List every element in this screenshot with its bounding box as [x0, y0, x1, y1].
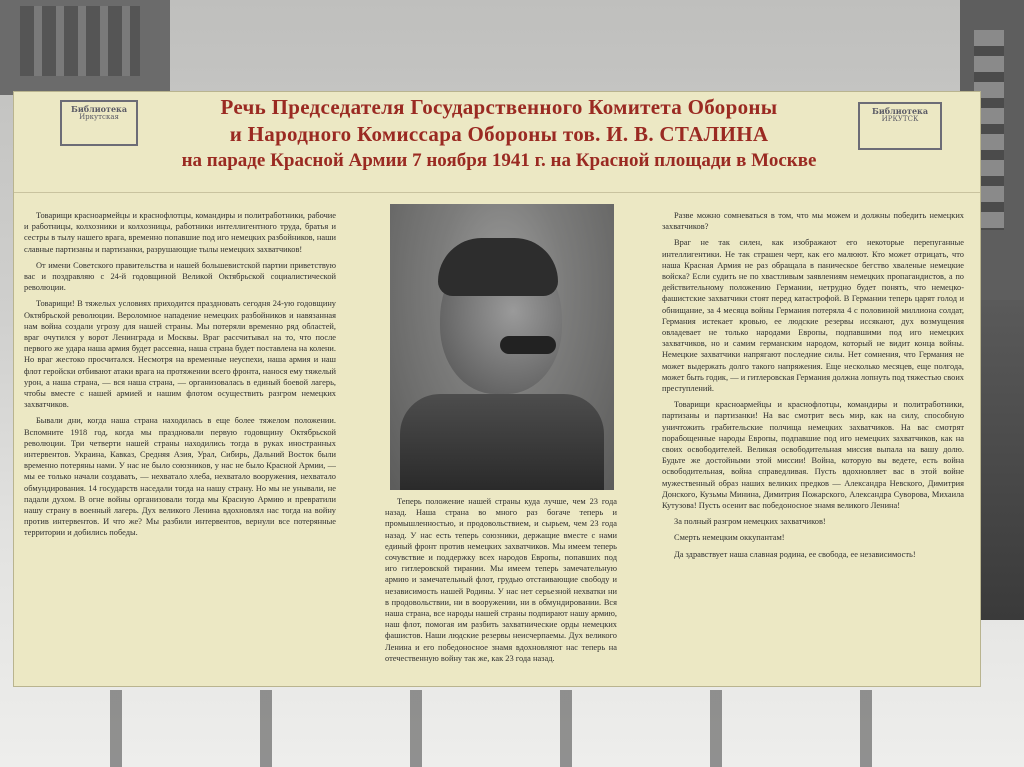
middle-column: [385, 496, 617, 686]
library-stamp-right: [858, 102, 942, 150]
paragraph: За полный разгром немецких захватчиков!: [674, 517, 826, 527]
headline-line-2: и Народного Комиссара Обороны тов. И. В. СТАЛИНА: [229, 122, 769, 146]
library-stamp-left: [60, 100, 138, 146]
stamp-title: Библиотека: [70, 104, 128, 114]
portrait-photo: [390, 204, 614, 490]
right-column: [662, 210, 964, 684]
stamp-text: ИРКУТСК: [881, 115, 919, 123]
stamp-text: Иркутская: [79, 113, 119, 121]
paragraph: Товарищи красноармейцы и краснофлотцы, командиры и политработники, партизаны и партизанки! На вас смотрит весь мир, как на силу, способную уничтожить грабительские полчища немецких захватчиков. На вас смотрят порабощенные народы Европы, подпавшие под иго немецких захватчиков, как на своих освободителей. Великая освободительная миссия выпала на вашу долю. Будьте же достойными этой миссии! Война, которую вы ведете, есть война освободительная, война справедливая. Пусть вдохновляет вас в этой войне мужественный образ наших великих предков — Александра Невского, Димитрия Донского, Кузьмы Минина, Димитрия Пожарского, Александра Суворова, Михаила Кутузова! Пусть осенит вас победоносное знамя великого Ленина!: [662, 400, 964, 511]
paragraph: Враг не так силен, как изображают его некоторые перепуганные интеллигентики. Не так страшен черт, как его малюют. Кто может отрицать, что наша Красная Армия не раз обращала в паническое бегство хваленые немецкие войска? Если судить не по хвастливым заявлениям немецких пропагандистов, а по действительному положению Германии, нетрудно будет понять, что немецко-фашистские захватчики стоят перед катастрофой. В Германии теперь царят голод и обнищание, за 4 месяца войны Германия потеряла 4 с половиной миллиона солдат, Германия истекает кровью, ее людские резервы иссякают, дух возмущения овладевает не только народами Европы, подпавшими под иго немецких захватчиков, но и самим германским народом, который не видит конца войны. Немецкие захватчики напрягают последние силы. Нет сомнения, что Германия не может выдержать долго такого напряжения. Еще несколько месяцев, еще полгода, может быть годик, — и гитлеровская Германия должна лопнуть под тяжестью своих преступлений.: [662, 238, 964, 394]
paragraph: Товарищи красноармейцы и краснофлотцы, командиры и политработники, рабочие и работницы, колхозники и колхозницы, работники интеллигентного труда, братья и сестры в тылу нашего врага, временно попавшие под иго немецких разбойников, наши славные партизаны и партизанки, разрушающие тылы немецких захватчиков!: [24, 211, 336, 254]
paragraph: От имени Советского правительства и нашей большевистской партии приветствую вас и поздравляю с 24-й годовщиной Великой Октябрьской социалистической революции.: [24, 260, 336, 293]
headline-line-1: Речь Председателя Государственного Комитета Обороны: [220, 95, 778, 119]
headline-line-3: на параде Красной Армии 7 ноября 1941 г. на Красной площади в Москве: [181, 150, 817, 171]
paragraph: Теперь положение нашей страны куда лучше, чем 23 года назад. Наша страна во много раз богаче теперь и промышленностью, и продовольствием, и сырьем, чем 23 года назад. У нас есть теперь союзники, держащие вместе с нами единый фронт против немецких захватчиков. Мы имеем теперь сочувствие и поддержку всех народов Европы, попавших под иго гитлеровской тирании. Мы имеем теперь замечательную армию и замечательный флот, грудью отстаивающие свободу и независимость нашей Родины. У нас нет серьезной нехватки ни в продовольствии, ни в вооружении, ни в обмундировании. Вся наша страна, все народы нашей страны подпирают нашу армию, наш флот, помогая им разбить захватнические орды немецких фашистов. Наши людские резервы неисчерпаемы. Дух великого Ленина и его победоносное знамя вдохновляют нас теперь на отечественную войну так же, как 23 года назад.: [385, 497, 617, 663]
paragraph: Да здравствует наша славная родина, ее свобода, ее независимость!: [674, 549, 916, 559]
newspaper-page: [14, 92, 980, 686]
paragraph: Бывали дни, когда наша страна находилась в еще более тяжелом положении. Вспомните 1918 год, когда мы праздновали первую годовщину Октябрьской революции. Три четверти нашей страны находились тогда в руках иностранных интервентов. Украина, Кавказ, Средняя Азия, Урал, Сибирь, Дальний Восток были временно потеряны нами. У нас не было союзников, у нас не было Красной Армии, — мы ее только начали создавать, — нехватало хлеба, нехватало вооружения, нехватало обмундирования. 14 государств наседали тогда на нашу страну. Но мы не унывали, не падали духом. В огне войны организовали тогда мы Красную Армию и превратили нашу страну в военный лагерь. Дух великого Ленина вдохновлял нас тогда на войну против интервентов. И что же? Мы разбили интервентов, вернули все потерянные территории и добились победы.: [24, 416, 336, 538]
stamp-title: Библиотека: [871, 106, 929, 116]
paragraph: Смерть немецким оккупантам!: [674, 533, 785, 543]
paragraph: Разве можно сомневаться в том, что мы можем и должны победить немецких захватчиков?: [662, 211, 964, 232]
kremlin-tower-left: [0, 0, 170, 95]
paragraph: Товарищи! В тяжелых условиях приходится праздновать сегодня 24-ую годовщину Октябрьской революции. Вероломное нападение немецких разбойников и навязанная нам война создали угрозу для нашей страны. Мы потеряли временно ряд областей, враг очутился у ворот Ленинграда и Москвы. Враг рассчитывал на то, что после первого же удара наша армия будет рассеяна, наша страна будет поставлена на колени. Но враг жестоко просчитался. Несмотря на временные неуспехи, наша армия и наш флот геройски отбивают атаки врага на протяжении всего фронта, нанося ему тяжелый урон, а наша страна, — вся наша страна, — организовалась в единый боевой лагерь, чтобы вместе с нашей армией и нашим флотом осуществить разгром немецких захватчиков.: [24, 299, 336, 410]
divider: [14, 192, 980, 193]
headline: [154, 92, 844, 174]
left-column: [24, 210, 336, 684]
crowd-silhouette-bottom: [40, 690, 980, 767]
